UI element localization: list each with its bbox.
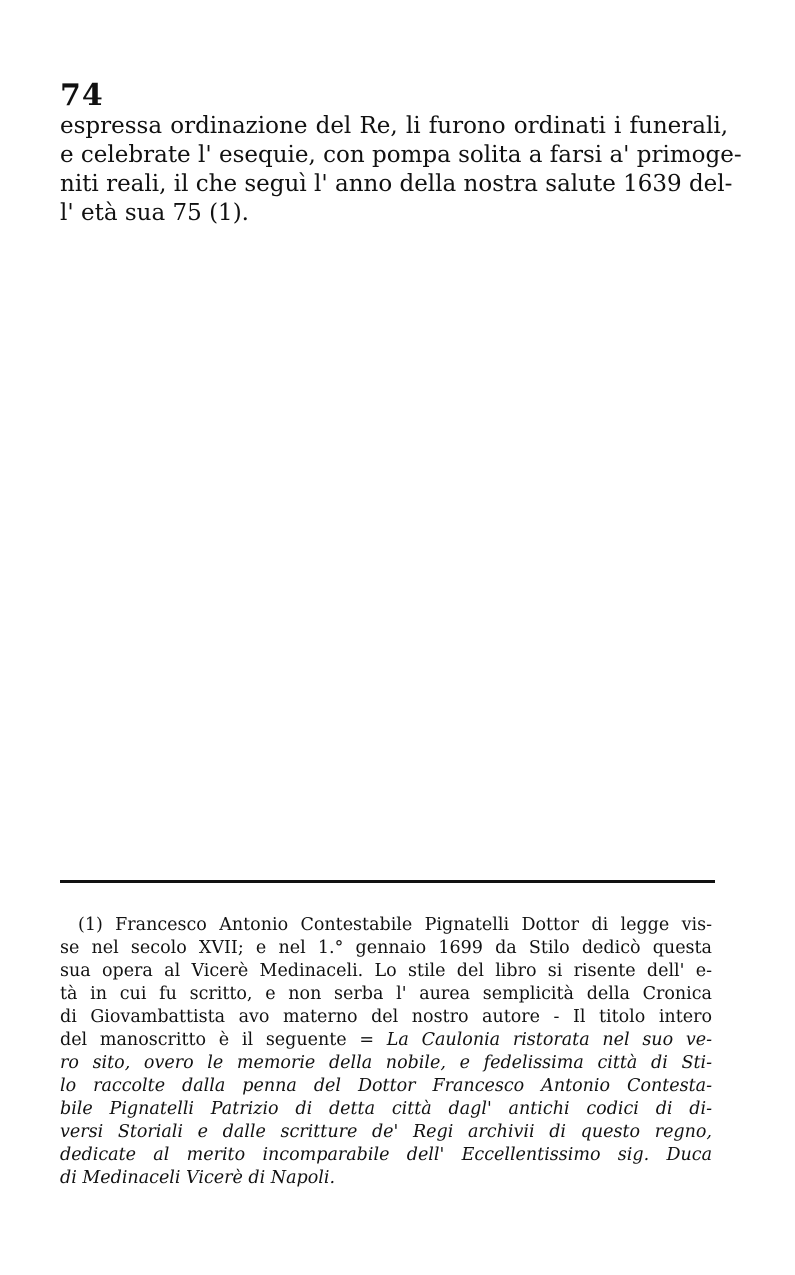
footnote-line-4: tà in cui fu scritto, e non serba l' aurea semplicità della Cronica	[60, 984, 712, 1004]
page-number: 74	[60, 78, 104, 113]
footnote-line-3: sua opera al Vicerè Medinaceli. Lo stile del libro si risente dell' e-	[60, 961, 712, 981]
footnote-line-12: di Medinaceli Vicerè di Napoli.	[60, 1168, 336, 1188]
body-line-3: niti reali, il che seguì l' anno della nostra salute 1639 del-	[60, 171, 733, 197]
footnote-line-6-italic: La Caulonia ristorata nel suo ve-	[386, 1030, 712, 1050]
footnote-line-1: (1) Francesco Antonio Contestabile Pignatelli Dottor di legge vis-	[78, 915, 712, 935]
footnote-line-11: dedicate al merito incomparabile dell' Eccellentissimo sig. Duca	[60, 1145, 712, 1165]
footnote-line-8: lo raccolte dalla penna del Dottor Francesco Antonio Contesta-	[60, 1076, 712, 1096]
footnote-line-7: ro sito, overo le memorie della nobile, e fedelissima città di Sti-	[60, 1053, 712, 1073]
footnote-line-9: bile Pignatelli Patrizio di detta città dagl' antichi codici di di-	[60, 1099, 712, 1119]
footnote-line-6-roman: del manoscritto è il seguente =	[60, 1030, 387, 1050]
footnote	[60, 914, 712, 1190]
main-paragraph	[60, 112, 742, 228]
footnote-line-5: di Giovambattista avo materno del nostro autore - Il titolo intero	[60, 1007, 712, 1027]
footnote-line-6	[60, 1029, 712, 1052]
body-line-2: e celebrate l' esequie, con pompa solita a farsi a' primoge-	[60, 142, 742, 168]
footnote-line-10: versi Storiali e dalle scritture de' Regi archivii di questo regno,	[60, 1122, 712, 1142]
body-line-1: espressa ordinazione del Re, li furono ordinati i funerali,	[60, 113, 728, 139]
footnote-separator-rule	[60, 880, 715, 883]
body-line-4: l' età sua 75 (1).	[60, 200, 249, 226]
footnote-line-2: se nel secolo XVII; e nel 1.° gennaio 1699 da Stilo dedicò questa	[60, 938, 712, 958]
